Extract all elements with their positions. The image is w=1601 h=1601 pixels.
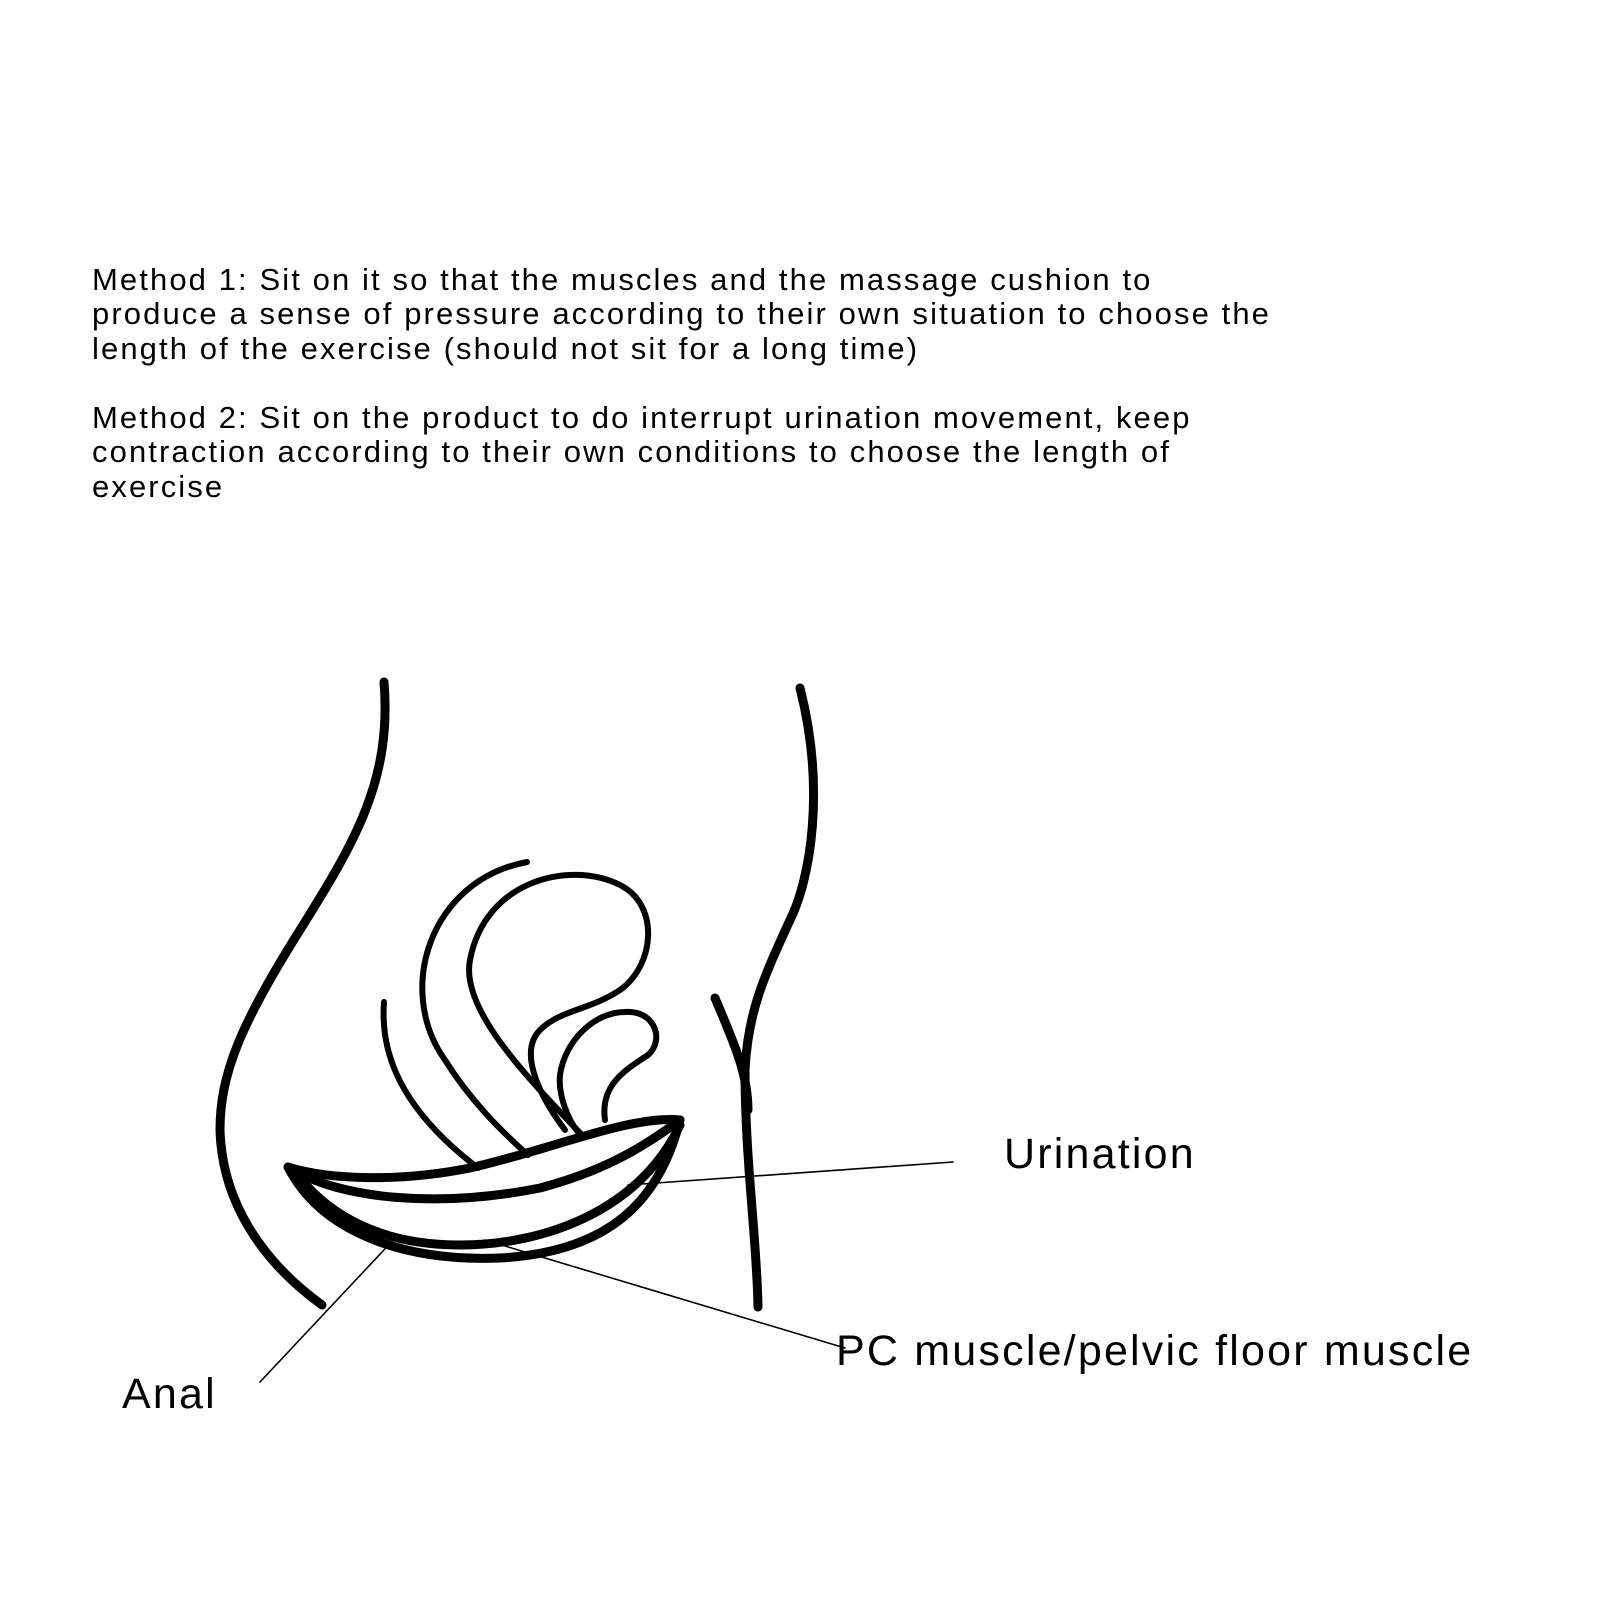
organ-arc-middle [422, 862, 528, 1155]
leader-line-pc-muscle [485, 1240, 845, 1348]
pelvic-floor-top [288, 1120, 680, 1199]
body-outline-right [745, 688, 814, 1307]
leader-line-anal [260, 1235, 398, 1382]
label-pc-muscle: PC muscle/pelvic floor muscle [836, 1327, 1474, 1375]
leader-line-urination [628, 1162, 953, 1185]
method-1-text: Method 1: Sit on it so that the muscles and the massage cushion to produce a sense of pressure according to their own situation to choose the length of the exercise (should not sit for a long time) [92, 261, 1272, 366]
label-urination: Urination [1004, 1130, 1196, 1178]
pelvic-floor-middle [300, 1125, 680, 1245]
label-anal: Anal [122, 1370, 217, 1418]
body-outline-left [220, 682, 385, 1305]
organ-inner-loop [560, 1012, 657, 1132]
method-2-text: Method 2: Sit on the product to do interrupt urination movement, keep contraction according to their own conditions to choose the length of exercise [92, 399, 1192, 504]
